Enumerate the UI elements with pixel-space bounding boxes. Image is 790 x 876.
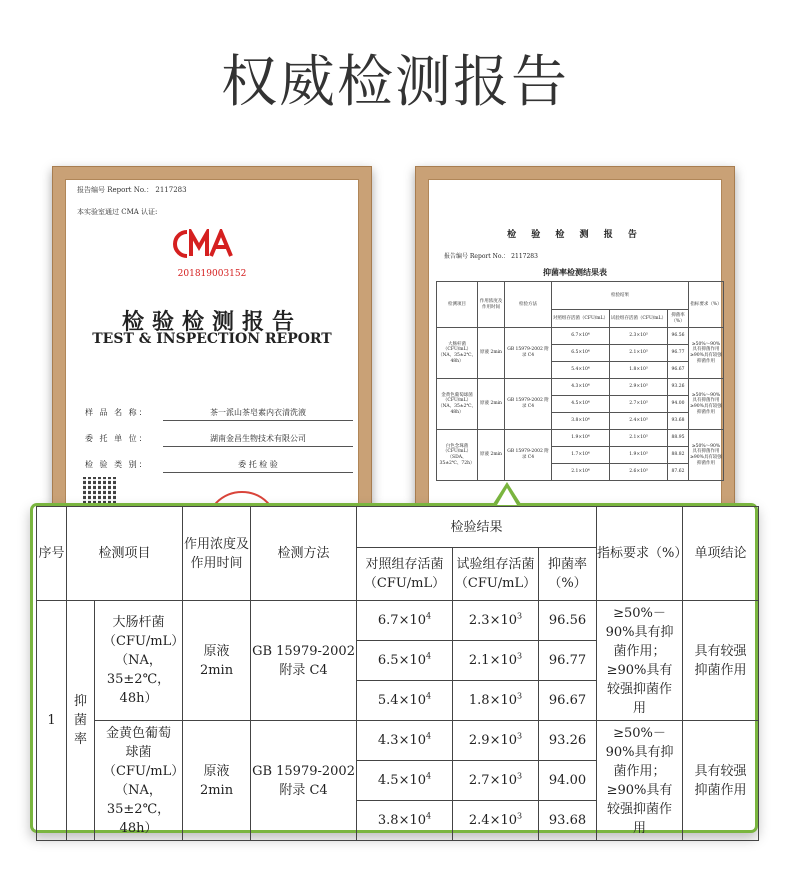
- control-cell: $3.8\times 10^4$: [357, 801, 453, 841]
- callout-pointer-inner: [497, 488, 517, 505]
- rate-cell: 93.26: [539, 721, 597, 761]
- test-cell: $2.7\times 10^3$: [453, 761, 539, 801]
- item-cell: 金黄色葡萄球菌（CFU/mL）（NA，35±2℃，48h）: [95, 721, 183, 841]
- certificate-title-en: TEST & INSPECTION REPORT: [92, 331, 332, 347]
- cma-note: 本实验室通过 CMA 认证:: [77, 208, 158, 216]
- cma-logo-icon: [173, 229, 237, 259]
- control-cell: $4.5\times 10^4$: [357, 761, 453, 801]
- method-cell: GB 15979-2002 附录 C4: [251, 601, 357, 721]
- test-cell: $2.4\times 10^3$: [453, 801, 539, 841]
- rate-cell: 93.68: [539, 801, 597, 841]
- inspection-type-field: 检 验 类 别： 委 托 检 验: [85, 459, 355, 470]
- req-cell: ≥50%－90%具有抑菌作用；≥90%具有较强抑菌作用: [597, 601, 683, 721]
- table-row: [37, 601, 759, 641]
- rate-cell: 94.00: [539, 761, 597, 801]
- test-cell: $2.3\times 10^3$: [453, 601, 539, 641]
- zoomed-results-callout: [30, 503, 758, 836]
- page-title: 权威检测报告: [221, 50, 569, 115]
- test-cell: $2.9\times 10^3$: [453, 721, 539, 761]
- results-heading: 检 验 检 测 报 告: [507, 230, 643, 240]
- seq-cell: 1: [37, 601, 67, 841]
- conclusion-cell: 具有较强抑菌作用: [683, 601, 759, 721]
- header-item: 检测项目: [67, 507, 183, 601]
- results-report-number: 报告编号 Report No.： 2117283: [444, 253, 538, 260]
- table-row: [37, 721, 759, 761]
- mini-results-table: 检测项目 作用浓度及作用时间 检验方法 检验结果 指标要求（%） 对照组存活菌（CFU/mL） 试验组存活菌（CFU/mL） 抑菌率（%） 大肠杆菌（CFU/mL）（NA、35±2℃、48h） 原液 2min GB 15979-2002 附录 C4 6.7×10⁴ 2.3×10³ 96.56 ≥50%～90% 具有抑菌作用 ≥90%具有较强抑菌作用 6.5×10⁴ 2.1×10³ 96.77 5.4×10⁴ 1.8×10³ 96.67 金黄色葡萄球菌（CFU/mL）（NA、35±2℃、48h） 原液 2min GB 15979-2002 附录 C4 4.3×10⁴ 2.9×10³ 93.26 ≥50%～90% 具有抑菌作用 ≥90%具有较强抑菌作用 4.5×10⁴ 2.7×10³ 94.00 3.8×10⁴ 2.4×10³ 93.68 白色念珠菌（CFU/mL）（SDA、35±2℃、72h） 原液 2min GB 15979-2002 附录 C4 1.9×10⁴ 2.1×10³ 88.95 ≥50%～90% 具有抑菌作用 ≥90%具有较强抑菌作用 1.7×10⁴ 1.9×10³ 88.82 2.1×10⁴ 2.6×10³ 87.62: [436, 281, 724, 481]
- header-seq: 序号: [37, 507, 67, 601]
- rate-cell: 96.77: [539, 641, 597, 681]
- test-cell: $2.1\times 10^3$: [453, 641, 539, 681]
- client-field: 委 托 单 位： 湖南金昌生物技术有限公司: [85, 433, 355, 444]
- report-number: 报告编号 Report No.： 2117283: [77, 186, 187, 194]
- control-cell: $6.5\times 10^4$: [357, 641, 453, 681]
- header-control: 对照组存活菌（CFU/mL）: [357, 548, 453, 601]
- control-cell: $6.7\times 10^4$: [357, 601, 453, 641]
- sample-name-field: 样 品 名 称： 茶一派山茶皂素内衣清洗液: [85, 407, 355, 418]
- rate-cell: 96.56: [539, 601, 597, 641]
- certificate-results-frame: [415, 166, 735, 526]
- header-test: 试验组存活菌（CFU/mL）: [453, 548, 539, 601]
- header-rate: 抑菌率（%）: [539, 548, 597, 601]
- category-cell: 抑菌率: [67, 601, 95, 841]
- test-cell: $1.8\times 10^3$: [453, 681, 539, 721]
- header-result: 检验结果: [357, 507, 597, 548]
- cma-number: 201819003152: [177, 269, 247, 279]
- header-req: 指标要求（%）: [597, 507, 683, 601]
- req-cell: ≥50%－90%具有抑菌作用；≥90%具有较强抑菌作用: [597, 721, 683, 841]
- certificate-cover-frame: [52, 166, 372, 526]
- header-conclusion: 单项结论: [683, 507, 759, 601]
- header-conc: 作用浓度及作用时间: [183, 507, 251, 601]
- item-cell: 大肠杆菌（CFU/mL）（NA，35±2℃，48h）: [95, 601, 183, 721]
- method-cell: GB 15979-2002 附录 C4: [251, 721, 357, 841]
- zoomed-results-table: [36, 506, 759, 841]
- control-cell: $5.4\times 10^4$: [357, 681, 453, 721]
- rate-cell: 96.67: [539, 681, 597, 721]
- results-subtitle: 抑菌率检测结果表: [543, 267, 607, 277]
- control-cell: $4.3\times 10^4$: [357, 721, 453, 761]
- conclusion-cell: 具有较强抑菌作用: [683, 721, 759, 841]
- header-method: 检测方法: [251, 507, 357, 601]
- conc-cell: 原液 2min: [183, 601, 251, 721]
- certificate-title-cn: 检验检测报告: [121, 309, 302, 335]
- conc-cell: 原液 2min: [183, 721, 251, 841]
